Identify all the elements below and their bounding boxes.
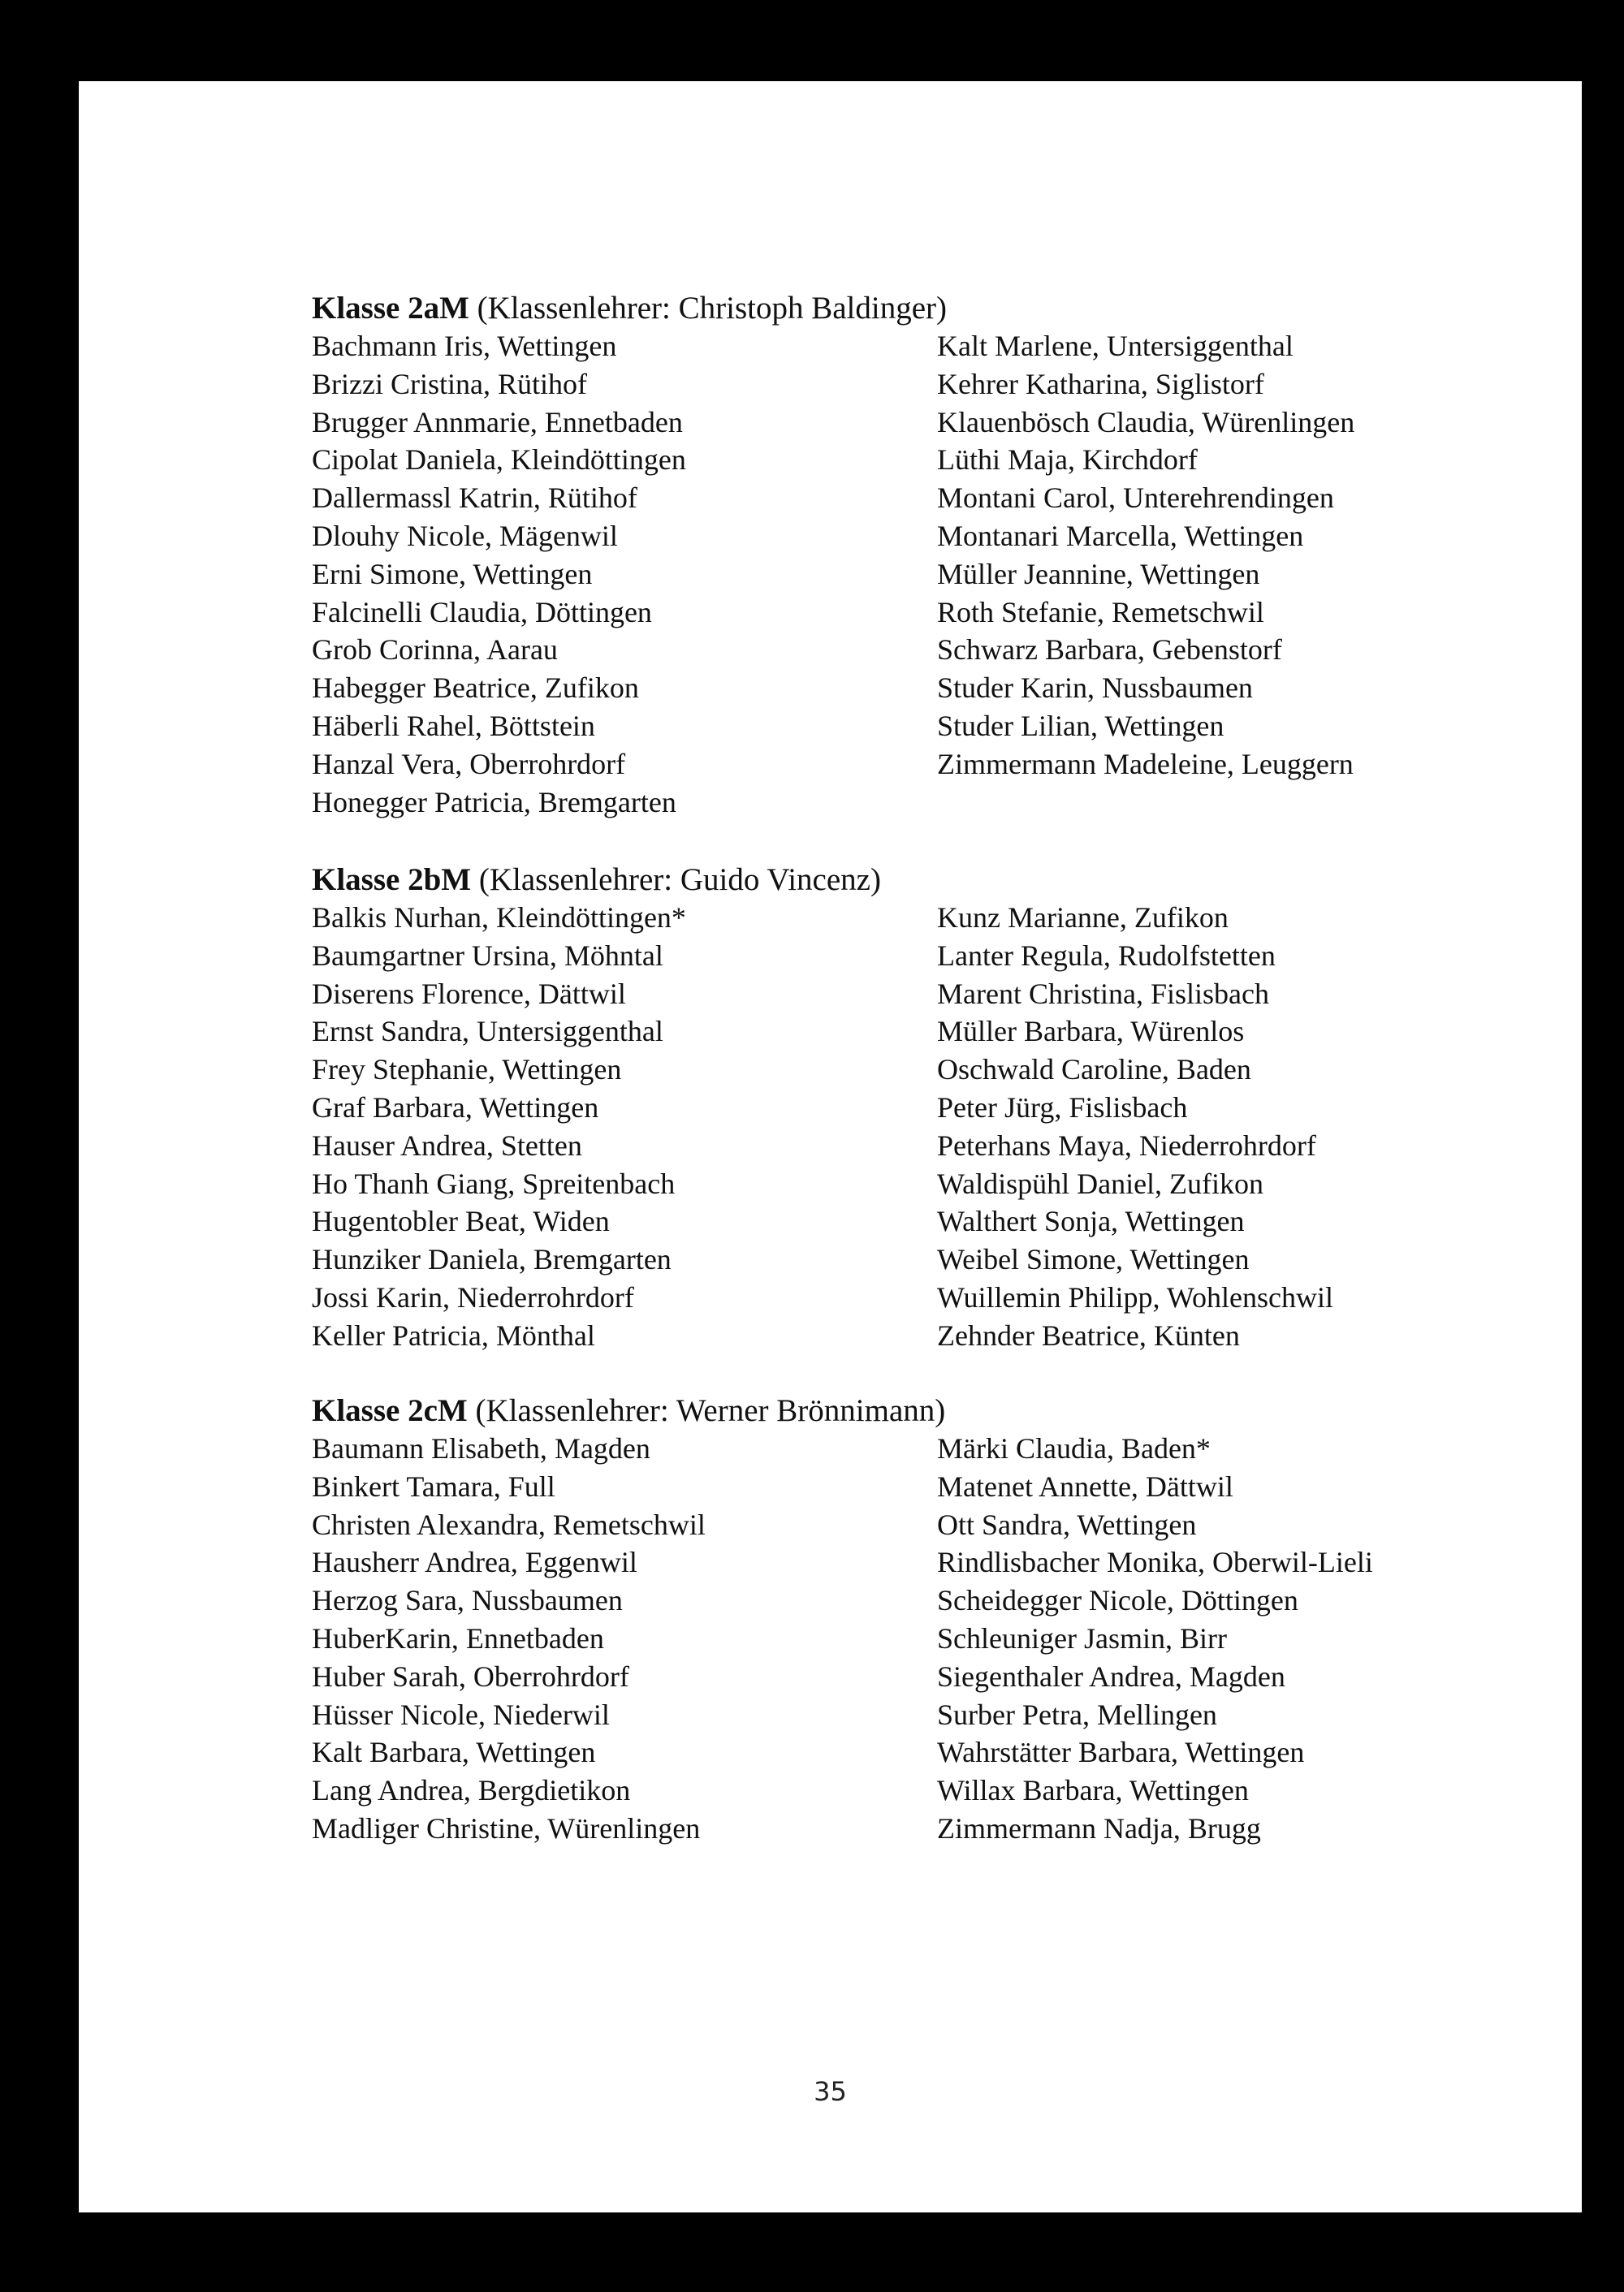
student-entry: Madliger Christine, Würenlingen (312, 1811, 701, 1845)
student-entry: Rindlisbacher Monika, Oberwil-Lieli (937, 1546, 1373, 1579)
student-entry: Brugger Annmarie, Ennetbaden (312, 405, 683, 438)
student-entry: Balkis Nurhan, Kleindöttingen* (312, 901, 686, 934)
student-entry: Studer Karin, Nussbaumen (937, 671, 1253, 705)
student-entry: Baumgartner Ursina, Möhntal (312, 939, 663, 972)
student-entry: Scheidegger Nicole, Döttingen (937, 1584, 1298, 1617)
student-entry: Kunz Marianne, Zufikon (937, 901, 1229, 934)
student-entry: Kalt Marlene, Untersiggenthal (937, 330, 1294, 362)
class-heading (312, 289, 1530, 327)
student-entry: Märki Claudia, Baden* (937, 1432, 1211, 1465)
student-entry: Hüsser Nicole, Niederwil (312, 1698, 610, 1731)
student-entry: Montani Carol, Unterehrendingen (937, 481, 1334, 515)
student-entry: Zehnder Beatrice, Künten (937, 1319, 1240, 1352)
student-entry: Ott Sandra, Wettingen (937, 1508, 1197, 1541)
student-list-left (312, 327, 686, 821)
student-entry: Hugentobler Beat, Widen (312, 1205, 610, 1238)
class-section-2cm (312, 1392, 1530, 1845)
teacher-label: (Klassenlehrer: Guido Vincenz) (478, 862, 881, 897)
student-entry: Oschwald Caroline, Baden (937, 1053, 1251, 1086)
student-entry: Keller Patricia, Mönthal (312, 1319, 595, 1352)
student-entry: Erni Simone, Wettingen (312, 557, 593, 590)
student-entry: Siegenthaler Andrea, Magden (937, 1660, 1285, 1693)
student-entry: Matenet Annette, Dättwil (937, 1470, 1233, 1503)
student-entry: Grob Corinna, Aarau (312, 633, 558, 667)
student-entry: Waldispühl Daniel, Zufikon (937, 1167, 1264, 1200)
student-entry: Zimmermann Madeleine, Leuggern (937, 747, 1354, 780)
student-entry: Ernst Sandra, Untersiggenthal (312, 1015, 663, 1048)
student-entry: Willax Barbara, Wettingen (937, 1774, 1249, 1807)
student-entry: Huber Sarah, Oberrohrdorf (312, 1660, 629, 1693)
student-entry: Schleuniger Jasmin, Birr (937, 1621, 1227, 1655)
student-entry: Surber Petra, Mellingen (937, 1698, 1217, 1731)
student-entry: Wuillemin Philipp, Wohlenschwil (937, 1280, 1333, 1314)
class-name: Klasse 2bM (312, 862, 472, 897)
student-entry: Klauenbösch Claudia, Würenlingen (937, 405, 1355, 438)
student-entry: Müller Jeannine, Wettingen (937, 557, 1260, 590)
class-heading (312, 861, 1530, 899)
student-entry: Hunziker Daniela, Bremgarten (312, 1243, 672, 1276)
student-entry: Brizzi Cristina, Rütihof (312, 367, 587, 400)
student-entry: HuberKarin, Ennetbaden (312, 1621, 604, 1655)
student-entry: Wahrstätter Barbara, Wettingen (937, 1736, 1305, 1769)
student-list-right (937, 327, 1354, 783)
student-entry: Baumann Elisabeth, Magden (312, 1432, 650, 1465)
student-entry: Frey Stephanie, Wettingen (312, 1053, 622, 1086)
student-entry: Roth Stefanie, Remetschwil (937, 595, 1264, 628)
student-entry: Lüthi Maja, Kirchdorf (937, 443, 1198, 477)
student-entry: Lang Andrea, Bergdietikon (312, 1774, 631, 1807)
student-entry: Christen Alexandra, Remetschwil (312, 1508, 706, 1541)
class-heading (312, 1392, 1530, 1430)
student-entry: Graf Barbara, Wettingen (312, 1090, 599, 1124)
student-entry: Lanter Regula, Rudolfstetten (937, 939, 1276, 972)
student-entry: Peter Jürg, Fislisbach (937, 1090, 1188, 1124)
student-entry: Hanzal Vera, Oberrohrdorf (312, 747, 626, 780)
student-entry: Ho Thanh Giang, Spreitenbach (312, 1167, 676, 1200)
student-list-right (937, 899, 1333, 1355)
student-entry: Dallermassl Katrin, Rütihof (312, 481, 637, 515)
student-entry: Kehrer Katharina, Siglistorf (937, 367, 1264, 400)
student-entry: Dlouhy Nicole, Mägenwil (312, 519, 618, 552)
student-entry: Hauser Andrea, Stetten (312, 1129, 582, 1162)
class-name: Klasse 2aM (312, 291, 469, 326)
student-entry: Habegger Beatrice, Zufikon (312, 671, 639, 705)
student-entry: Bachmann Iris, Wettingen (312, 330, 617, 362)
student-entry: Falcinelli Claudia, Döttingen (312, 595, 652, 628)
student-entry: Herzog Sara, Nussbaumen (312, 1584, 623, 1617)
student-entry: Jossi Karin, Niederrohrdorf (312, 1280, 634, 1314)
student-list-right (937, 1430, 1373, 1848)
teacher-label: (Klassenlehrer: Christoph Baldinger) (477, 291, 948, 326)
student-entry: Weibel Simone, Wettingen (937, 1243, 1250, 1276)
student-entry: Montanari Marcella, Wettingen (937, 519, 1304, 552)
document-page (79, 81, 1582, 2212)
class-section-2bm (312, 861, 1530, 1352)
student-entry: Hausherr Andrea, Eggenwil (312, 1546, 637, 1579)
student-list-left (312, 899, 686, 1355)
student-entry: Schwarz Barbara, Gebenstorf (937, 633, 1282, 667)
student-entry: Cipolat Daniela, Kleindöttingen (312, 443, 686, 477)
page-number: 35 (814, 2076, 847, 2107)
student-entry: Zimmermann Nadja, Brugg (937, 1811, 1261, 1845)
student-entry: Häberli Rahel, Böttstein (312, 709, 595, 742)
student-entry: Honegger Patricia, Bremgarten (312, 785, 676, 818)
student-entry: Kalt Barbara, Wettingen (312, 1736, 596, 1769)
student-entry: Peterhans Maya, Niederrohrdorf (937, 1129, 1316, 1162)
student-list-left (312, 1430, 706, 1848)
student-entry: Walthert Sonja, Wettingen (937, 1205, 1245, 1238)
class-section-2am (312, 289, 1530, 818)
student-entry: Studer Lilian, Wettingen (937, 709, 1224, 742)
student-entry: Marent Christina, Fislisbach (937, 977, 1269, 1010)
teacher-label: (Klassenlehrer: Werner Brönnimann) (475, 1393, 946, 1428)
student-entry: Diserens Florence, Dättwil (312, 977, 626, 1010)
class-name: Klasse 2cM (312, 1393, 468, 1428)
student-entry: Müller Barbara, Würenlos (937, 1015, 1245, 1048)
student-entry: Binkert Tamara, Full (312, 1470, 555, 1503)
